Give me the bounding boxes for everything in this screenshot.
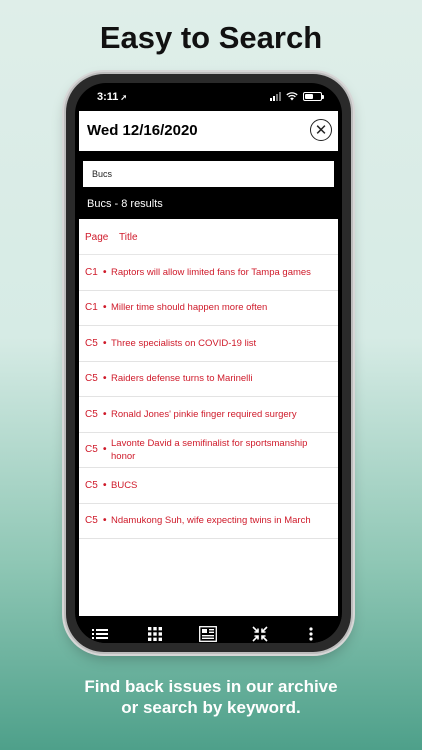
app-view (79, 111, 338, 616)
result-page: C5 (85, 479, 98, 491)
result-page: C1 (85, 302, 98, 314)
result-row[interactable] (79, 326, 338, 362)
more-vertical-icon (309, 627, 313, 641)
wifi-icon (286, 92, 298, 101)
tab-more[interactable] (302, 626, 320, 642)
bottom-toolbar (75, 616, 342, 643)
status-bar (75, 83, 342, 111)
status-time (97, 91, 127, 103)
collapse-icon (252, 626, 268, 642)
list-icon (92, 628, 108, 640)
result-title[interactable]: Miller time should happen more often (111, 302, 268, 314)
result-title[interactable]: Three specialists on COVID-19 list (111, 337, 257, 349)
column-page: Page (85, 232, 109, 243)
bullet-icon: • (103, 515, 107, 527)
result-row[interactable] (79, 291, 338, 327)
phone-frame (66, 74, 351, 652)
result-title[interactable]: BUCS (111, 479, 138, 491)
result-title[interactable]: Ronald Jones' pinkie finger required surgery (111, 408, 297, 420)
grid-icon (148, 627, 162, 641)
signal-icon (270, 92, 281, 101)
results-count: Bucs - 8 results (87, 198, 163, 210)
close-icon: ✕ (314, 121, 328, 139)
tab-collapse[interactable] (251, 626, 269, 642)
result-page: C5 (85, 373, 98, 385)
phone-screen (75, 83, 342, 643)
result-title[interactable]: Raiders defense turns to Marinelli (111, 373, 253, 385)
result-title[interactable]: Ndamukong Suh, wife expecting twins in March (111, 515, 311, 527)
close-button[interactable] (310, 119, 332, 141)
results-column-header (79, 219, 338, 255)
issue-date: Wed 12/16/2020 (87, 122, 198, 139)
bullet-icon: • (103, 408, 107, 420)
result-title[interactable]: Raptors will allow limited fans for Tampa games (111, 266, 311, 278)
result-row[interactable] (79, 255, 338, 291)
bullet-icon: • (103, 373, 107, 385)
bullet-icon: • (103, 302, 107, 314)
result-page: C5 (85, 337, 98, 349)
caption-line-1: Find back issues in our archive (84, 677, 338, 696)
status-icons (270, 92, 322, 101)
result-page: C5 (85, 515, 98, 527)
result-row[interactable] (79, 362, 338, 398)
search-input[interactable] (83, 161, 334, 187)
headline: Easy to Search (99, 20, 323, 55)
battery-icon (303, 92, 322, 101)
bullet-icon: • (103, 337, 107, 349)
result-row[interactable] (79, 504, 338, 540)
result-row[interactable] (79, 433, 338, 469)
result-page: C1 (85, 266, 98, 278)
result-page: C5 (85, 444, 98, 456)
location-arrow-icon: ➚ (120, 93, 128, 102)
tab-page-view[interactable] (199, 626, 217, 642)
caption-line-2: or search by keyword. (121, 698, 301, 717)
result-page: C5 (85, 408, 98, 420)
bullet-icon: • (103, 479, 107, 491)
tab-grid[interactable] (146, 626, 164, 642)
column-title: Title (119, 232, 138, 243)
search-band (79, 151, 338, 219)
caption (0, 676, 422, 718)
results-list (79, 255, 338, 539)
tab-list[interactable] (91, 626, 109, 642)
result-row[interactable] (79, 397, 338, 433)
result-title[interactable]: Lavonte David a semifinalist for sportsmanship honor (111, 437, 308, 462)
app-header (79, 111, 338, 151)
result-row[interactable] (79, 468, 338, 504)
bullet-icon: • (103, 266, 107, 278)
status-time-text: 3:11 (97, 91, 119, 103)
bullet-icon: • (103, 444, 107, 456)
newspaper-page-icon (199, 626, 217, 642)
